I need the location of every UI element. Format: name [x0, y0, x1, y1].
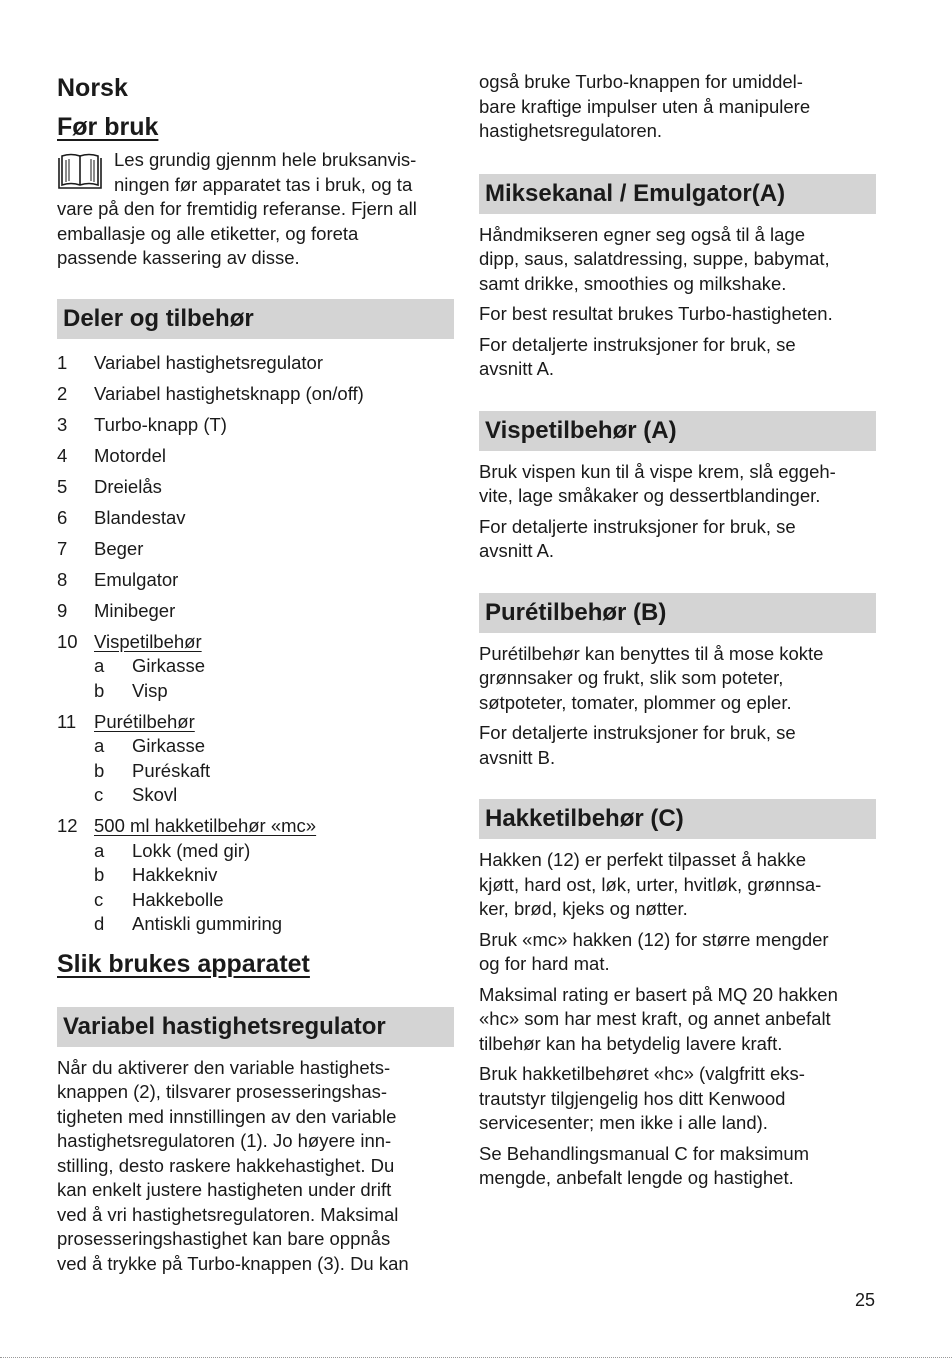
- part-label: Variabel hastighetsregulator: [94, 351, 323, 373]
- sub-part-label: Girkasse: [132, 735, 205, 756]
- text-line: avsnitt A.: [479, 540, 555, 561]
- parts-item: [57, 814, 454, 937]
- left-column: [57, 70, 454, 1276]
- text-line: knappen (2), tilsvarer prosesseringshas-: [57, 1081, 388, 1102]
- text-line: Håndmikseren egner seg også til å lage: [479, 223, 805, 245]
- paragraph: [479, 302, 876, 327]
- paragraph: [479, 1142, 876, 1191]
- speed-regulator-heading: Variabel hastighetsregulator: [57, 1007, 454, 1047]
- sub-parts-list: [57, 734, 454, 808]
- text-line: avsnitt B.: [479, 746, 556, 768]
- text-line: tigheten med innstillingen av den variable: [57, 1105, 397, 1127]
- part-number: 4: [57, 444, 68, 466]
- text-line: og for hard mat.: [479, 953, 610, 974]
- text-line: kjøtt, hard ost, løk, urter, hvitløk, grønnsa-: [479, 873, 822, 895]
- parts-item: [57, 382, 454, 407]
- text-line: hastighetsregulatoren (1). Jo høyere inn-: [57, 1130, 392, 1151]
- text-line: servicesenter; men ikke i alle land).: [479, 1112, 768, 1133]
- part-number: 2: [57, 382, 68, 404]
- parts-item: [57, 568, 454, 593]
- sub-part-item: [57, 863, 454, 888]
- text-line: For detaljerte instruksjoner for bruk, se: [479, 515, 796, 537]
- parts-item: [57, 630, 454, 704]
- puree-text: [479, 642, 876, 771]
- text-line: prosesseringshastighet kan bare oppnås: [57, 1228, 391, 1249]
- text-line: kan enkelt justere hastigheten under drift: [57, 1179, 392, 1200]
- sub-part-item: [57, 912, 454, 937]
- text-line: ved å vri hastighetsregulatoren. Maksimal: [57, 1203, 399, 1225]
- continuation-text: [479, 70, 876, 144]
- parts-item: [57, 475, 454, 500]
- part-number: 12: [57, 815, 78, 836]
- part-label: Emulgator: [94, 568, 179, 590]
- text-line: Maksimal rating er basert på MQ 20 hakken: [479, 983, 838, 1005]
- puree-heading: Purétilbehør (B): [479, 593, 876, 633]
- text-line: For best resultat brukes Turbo-hastigheten.: [479, 303, 833, 324]
- parts-list: [57, 351, 454, 937]
- sub-part-label: Hakkebolle: [132, 888, 224, 910]
- parts-item: [57, 444, 454, 469]
- sub-part-label: Lokk (med gir): [132, 839, 251, 861]
- parts-item: [57, 710, 454, 808]
- paragraph: [479, 928, 876, 977]
- text-line: Purétilbehør kan benyttes til å mose kokte: [479, 642, 824, 664]
- part-number: 5: [57, 475, 68, 497]
- sub-part-label: Antiskli gummiring: [132, 913, 283, 934]
- intro-line-5: passende kassering av disse.: [57, 247, 300, 268]
- text-line: avsnitt A.: [479, 358, 555, 379]
- sub-part-letter: b: [94, 759, 105, 781]
- mixing-text: [479, 223, 876, 382]
- text-line: mengde, anbefalt lengde og hastighet.: [479, 1167, 794, 1188]
- page-edge-divider: [0, 1357, 952, 1358]
- intro-line-4: emballasje og alle etiketter, og foreta: [57, 222, 359, 244]
- sub-part-item: [57, 783, 454, 808]
- sub-part-label: Puréskaft: [132, 759, 211, 781]
- text-line: Bruk hakketilbehøret «hc» (valgfritt eks-: [479, 1063, 805, 1084]
- sub-part-letter: b: [94, 679, 105, 701]
- text-line: hastighetsregulatoren.: [479, 120, 663, 141]
- text-line: ker, brød, kjeks og nøtter.: [479, 898, 688, 919]
- part-number: 8: [57, 568, 68, 590]
- text-line: Bruk vispen kun til å vispe krem, slå eggeh-: [479, 460, 836, 482]
- text-line: grønnsaker og frukt, slik som poteter,: [479, 667, 784, 688]
- part-label: Dreielås: [94, 475, 162, 497]
- part-label: Purétilbehør: [94, 710, 195, 732]
- sub-part-item: [57, 759, 454, 784]
- sub-part-letter: c: [94, 888, 104, 910]
- paragraph: [479, 1062, 876, 1136]
- part-label: Variabel hastighetsknapp (on/off): [94, 382, 364, 404]
- sub-part-label: Hakkekniv: [132, 864, 218, 885]
- text-line: søtpoteter, tomater, plommer og epler.: [479, 691, 792, 713]
- part-number: 11: [57, 710, 77, 732]
- text-line: Bruk «mc» hakken (12) for større mengder: [479, 928, 829, 950]
- text-line: Når du aktiverer den variable hastighets-: [57, 1056, 391, 1078]
- sub-parts-list: [57, 654, 454, 703]
- intro-line-1: Les grundig gjennm hele bruksanvis-: [114, 149, 417, 170]
- text-line: Hakken (12) er perfekt tilpasset å hakke: [479, 849, 806, 870]
- part-number: 6: [57, 506, 68, 528]
- sub-part-letter: b: [94, 864, 105, 885]
- parts-item: [57, 537, 454, 562]
- sub-part-item: [57, 888, 454, 913]
- part-label: Blandestav: [94, 506, 186, 528]
- sub-part-label: Visp: [132, 679, 168, 701]
- paragraph: [479, 333, 876, 382]
- text-line: ved å trykke på Turbo-knappen (3). Du kan: [57, 1252, 409, 1274]
- part-number: 7: [57, 537, 68, 559]
- before-use-heading: Før bruk: [57, 113, 159, 141]
- book-icon: [57, 152, 103, 192]
- text-line: Se Behandlingsmanual C for maksimum: [479, 1142, 810, 1164]
- paragraph: [479, 642, 876, 716]
- sub-part-item: [57, 839, 454, 864]
- paragraph: [479, 223, 876, 297]
- paragraph: [479, 515, 876, 564]
- part-number: 9: [57, 599, 68, 621]
- text-line: dipp, saus, salatdressing, suppe, babymat,: [479, 248, 830, 269]
- text-line: trautstyr tilgjengelig hos ditt Kenwood: [479, 1087, 786, 1109]
- sub-part-item: [57, 679, 454, 704]
- part-number: 1: [57, 351, 68, 373]
- part-label: 500 ml hakketilbehør «mc»: [94, 815, 317, 836]
- right-column: [479, 70, 876, 1191]
- sub-part-item: [57, 654, 454, 679]
- sub-part-item: [57, 734, 454, 759]
- text-line: tilbehør kan ha betydelig lavere kraft.: [479, 1032, 783, 1054]
- whisk-text: [479, 460, 876, 564]
- text-line: vite, lage småkaker og dessertblandinger.: [479, 485, 821, 506]
- speed-regulator-text: [57, 1056, 454, 1277]
- part-label: Turbo-knapp (T): [94, 413, 227, 435]
- intro-line-3: vare på den for fremtidig referanse. Fjern all: [57, 198, 417, 219]
- text-line: For detaljerte instruksjoner for bruk, se: [479, 722, 796, 743]
- page-number: 25: [854, 1290, 875, 1310]
- sub-part-letter: c: [94, 784, 104, 805]
- language-title: Norsk: [57, 74, 128, 102]
- text-line: også bruke Turbo-knappen for umiddel-: [479, 71, 803, 92]
- how-to-use-heading: Slik brukes apparatet: [57, 949, 310, 978]
- part-label: Beger: [94, 537, 144, 559]
- sub-part-label: Girkasse: [132, 655, 205, 676]
- sub-part-letter: a: [94, 735, 105, 756]
- mixing-heading: Miksekanal / Emulgator(A): [479, 174, 876, 214]
- chopper-text: [479, 848, 876, 1191]
- sub-part-letter: a: [94, 839, 105, 861]
- paragraph: [479, 983, 876, 1057]
- text-line: samt drikke, smoothies og milkshake.: [479, 272, 787, 294]
- part-number: 3: [57, 413, 68, 435]
- parts-item: [57, 351, 454, 376]
- before-use-intro: [57, 148, 454, 271]
- part-number: 10: [57, 630, 78, 652]
- paragraph: [479, 721, 876, 770]
- paragraph: [479, 848, 876, 922]
- parts-item: [57, 413, 454, 438]
- parts-heading: Deler og tilbehør: [57, 299, 454, 339]
- whisk-heading: Vispetilbehør (A): [479, 411, 876, 451]
- sub-parts-list: [57, 839, 454, 937]
- part-label: Vispetilbehør: [94, 630, 202, 652]
- sub-part-letter: d: [94, 913, 105, 934]
- chopper-heading: Hakketilbehør (C): [479, 799, 876, 839]
- paragraph: [479, 460, 876, 509]
- part-label: Minibeger: [94, 599, 176, 621]
- sub-part-letter: a: [94, 655, 105, 676]
- text-line: stilling, desto raskere hakkehastighet. Du: [57, 1154, 395, 1176]
- parts-item: [57, 599, 454, 624]
- part-label: Motordel: [94, 444, 166, 466]
- text-line: «hc» som har mest kraft, og annet anbefalt: [479, 1008, 831, 1029]
- text-line: For detaljerte instruksjoner for bruk, se: [479, 333, 796, 355]
- intro-line-2: ningen før apparatet tas i bruk, og ta: [114, 173, 413, 195]
- sub-part-label: Skovl: [132, 784, 178, 805]
- parts-item: [57, 506, 454, 531]
- text-line: bare kraftige impulser uten å manipulere: [479, 95, 811, 117]
